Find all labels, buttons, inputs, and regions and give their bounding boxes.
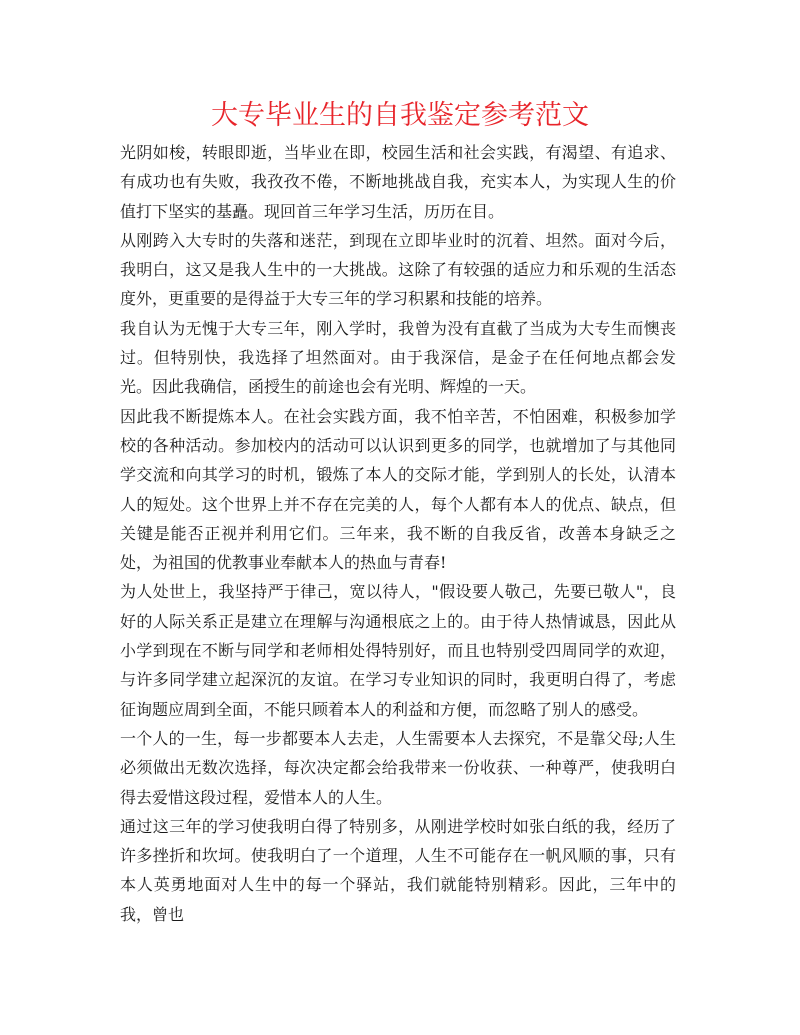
paragraph: 为人处世上，我坚持严于律己，宽以待人，"假设要人敬己，先要已敬人"，良好的人际关系正是建立在理解与沟通根底之上的。由于待人热情诚恳，因此从小学到现在不断与同学和老师相处得特别好，而且也特别受四周同学的欢迎，与许多同学建立起深沉的友谊。在学习专业知识的同时，我更明白得了，考虑征询题应周到全面，不能只顾着本人的利益和方便，而忽略了别人的感受。 [120,582,676,719]
paragraph: 因此我不断提炼本人。在社会实践方面，我不怕辛苦，不怕困难，积极参加学校的各种活动。参加校内的活动可以认识到更多的同学，也就增加了与其他同学交流和向其学习的时机，锻炼了本人的交际才能，学到别人的长处，认清本人的短处。这个世界上并不存在完美的人，每个人都有本人的优点、缺点，但关键是能否正视并利用它们。三年来，我不断的自我反省，改善本身缺乏之处，为祖国的优教事业奉献本人的热血与青春! [120,406,676,573]
paragraph: 通过这三年的学习使我明白得了特别多，从刚进学校时如张白纸的我，经历了许多挫折和坎坷。使我明白了一个道理，人生不可能存在一帆风顺的事，只有本人英勇地面对人生中的每一个驿站，我们就能特别精彩。因此，三年中的我，曾也 [120,816,676,924]
document-title: 大专毕业生的自我鉴定参考范文 [211,100,589,131]
paragraph: 我自认为无愧于大专三年，刚入学时，我曾为没有直截了当成为大专生而懊丧过。但特别快，我选择了坦然面对。由于我深信，是金子在任何地点都会发光。因此我确信，函授生的前途也会有光明、辉煌的一天。 [120,318,676,397]
paragraph: 一个人的一生，每一步都要本人去走，人生需要本人去探究，不是靠父母;人生必须做出无数次选择，每次决定都会给我带来一份收获、一种尊严，使我明白得去爱惜这段过程，爱惜本人的人生。 [120,728,676,807]
paragraph: 从刚跨入大专时的失落和迷茫，到现在立即毕业时的沉着、坦然。面对今后，我明白，这又是我人生中的一大挑战。这除了有较强的适应力和乐观的生活态度外，更重要的是得益于大专三年的学习积累和技能的培养。 [120,230,676,309]
document-body [120,138,676,929]
paragraph: 光阴如梭，转眼即逝，当毕业在即，校园生活和社会实践，有渴望、有追求、有成功也有失败，我孜孜不倦，不断地挑战自我，充实本人，为实现人生的价值打下坚实的基矗。现回首三年学习生活，历历在目。 [120,143,676,221]
